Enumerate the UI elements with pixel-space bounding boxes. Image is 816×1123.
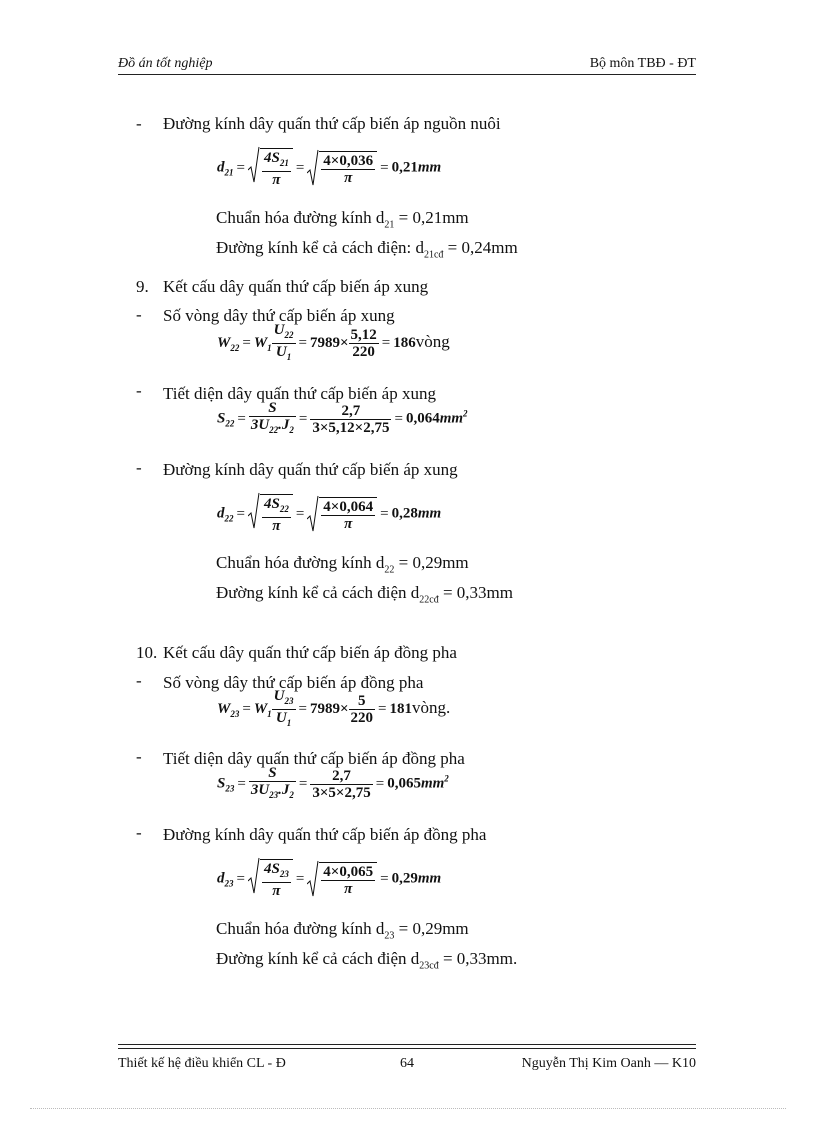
footer-rule-bottom — [118, 1048, 696, 1049]
insulated-diameter-line: Đường kính kể cả cách điện: $d_{21cđ} = 0,24mm$ — [216, 238, 518, 261]
bullet: - — [136, 381, 142, 400]
normalized-diameter-line: Chuẩn hóa đường kính $d_{23} = 0,29mm$ — [216, 919, 469, 942]
page-number: 64 — [400, 1056, 414, 1071]
bullet-text: Tiết diện dây quấn thứ cấp biến áp đồng pha — [163, 749, 465, 768]
bullet-text: Tiết diện dây quấn thứ cấp biến áp xung — [163, 384, 436, 403]
bullet: - — [136, 458, 142, 477]
bullet: - — [136, 671, 142, 690]
formula-d22: $d_{22}$ = $\frac{4S_{22}}{\pi}$ = $\frac{4\times 0,064}{\pi}$ = 0,28mm — [217, 494, 441, 534]
footer-left: Thiết kế hệ điều khiển CL - Đ — [118, 1056, 286, 1071]
section-title: Kết cấu dây quấn thứ cấp biến áp xung — [163, 277, 429, 296]
formula-d23: $d_{23}$ = $\frac{4S_{23}}{\pi}$ = $\frac{4\times 0,065}{\pi}$ = 0,29mm — [217, 859, 441, 899]
section-number: 10. — [136, 643, 158, 662]
bullet-text: Đường kính dây quấn thứ cấp biến áp nguồn nuôi — [163, 114, 501, 133]
page-edge-dotted-line — [30, 1108, 786, 1109]
formula-s22: $S_{22}$ = $\frac{S}{3U_{22}.J_2}$ = $\frac{2,7}{3\times 5,12\times 2,75}$ = $0,064mm^2$ — [217, 400, 468, 436]
bullet: - — [136, 747, 142, 766]
normalized-diameter-line: Chuẩn hóa đường kính $d_{22} = 0,29mm$ — [216, 553, 469, 576]
formula-w23: $W_{23} = W_1$ $\frac{U_{23}}{U_1}$ = 7989× $\frac{5}{220}$ = 181vòng. — [217, 688, 451, 728]
bullet-text: Đường kính dây quấn thứ cấp biến áp đồng pha — [163, 825, 487, 844]
normalized-diameter-line: Chuẩn hóa đường kính $d_{21} = 0,21mm$ — [216, 208, 469, 231]
bullet-text: Số vòng dây thứ cấp biến áp đồng pha — [163, 673, 424, 692]
insulated-diameter-line: Đường kính kể cả cách điện $d_{22cđ} = 0,33mm$ — [216, 583, 513, 606]
bullet-text: Đường kính dây quấn thứ cấp biến áp xung — [163, 460, 458, 479]
bullet-text: Số vòng dây thứ cấp biến áp xung — [163, 306, 395, 325]
section-title: Kết cấu dây quấn thứ cấp biến áp đồng pha — [163, 643, 457, 662]
formula-w22: $W_{22} = W_1$ $\frac{U_{22}}{U_1}$ = 7989× $\frac{5,12}{220}$ = 186vòng — [217, 322, 450, 362]
header-rule — [118, 74, 696, 75]
bullet: - — [136, 114, 142, 133]
bullet: - — [136, 823, 142, 842]
section-number: 9. — [136, 277, 149, 296]
header-right: Bộ môn TBĐ - ĐT — [589, 56, 696, 71]
formula-s23: $S_{23}$ = $\frac{S}{3U_{23}.J_2}$ = $\frac{2,7}{3\times 5\times 2,75}$ = $0,065mm^2$ — [217, 765, 449, 801]
footer-right: Nguyễn Thị Kim Oanh — K10 — [521, 1056, 696, 1071]
bullet: - — [136, 305, 142, 324]
formula-d21: $d_{21}$ = $\frac{4S_{21}}{\pi}$ = $\frac{4\times 0,036}{\pi}$ = 0,21mm — [217, 148, 441, 188]
header-left: Đồ án tốt nghiệp — [118, 56, 213, 71]
insulated-diameter-line: Đường kính kể cả cách điện $d_{23cđ} = 0,33mm$. — [216, 949, 518, 972]
footer-rule-top — [118, 1044, 696, 1045]
